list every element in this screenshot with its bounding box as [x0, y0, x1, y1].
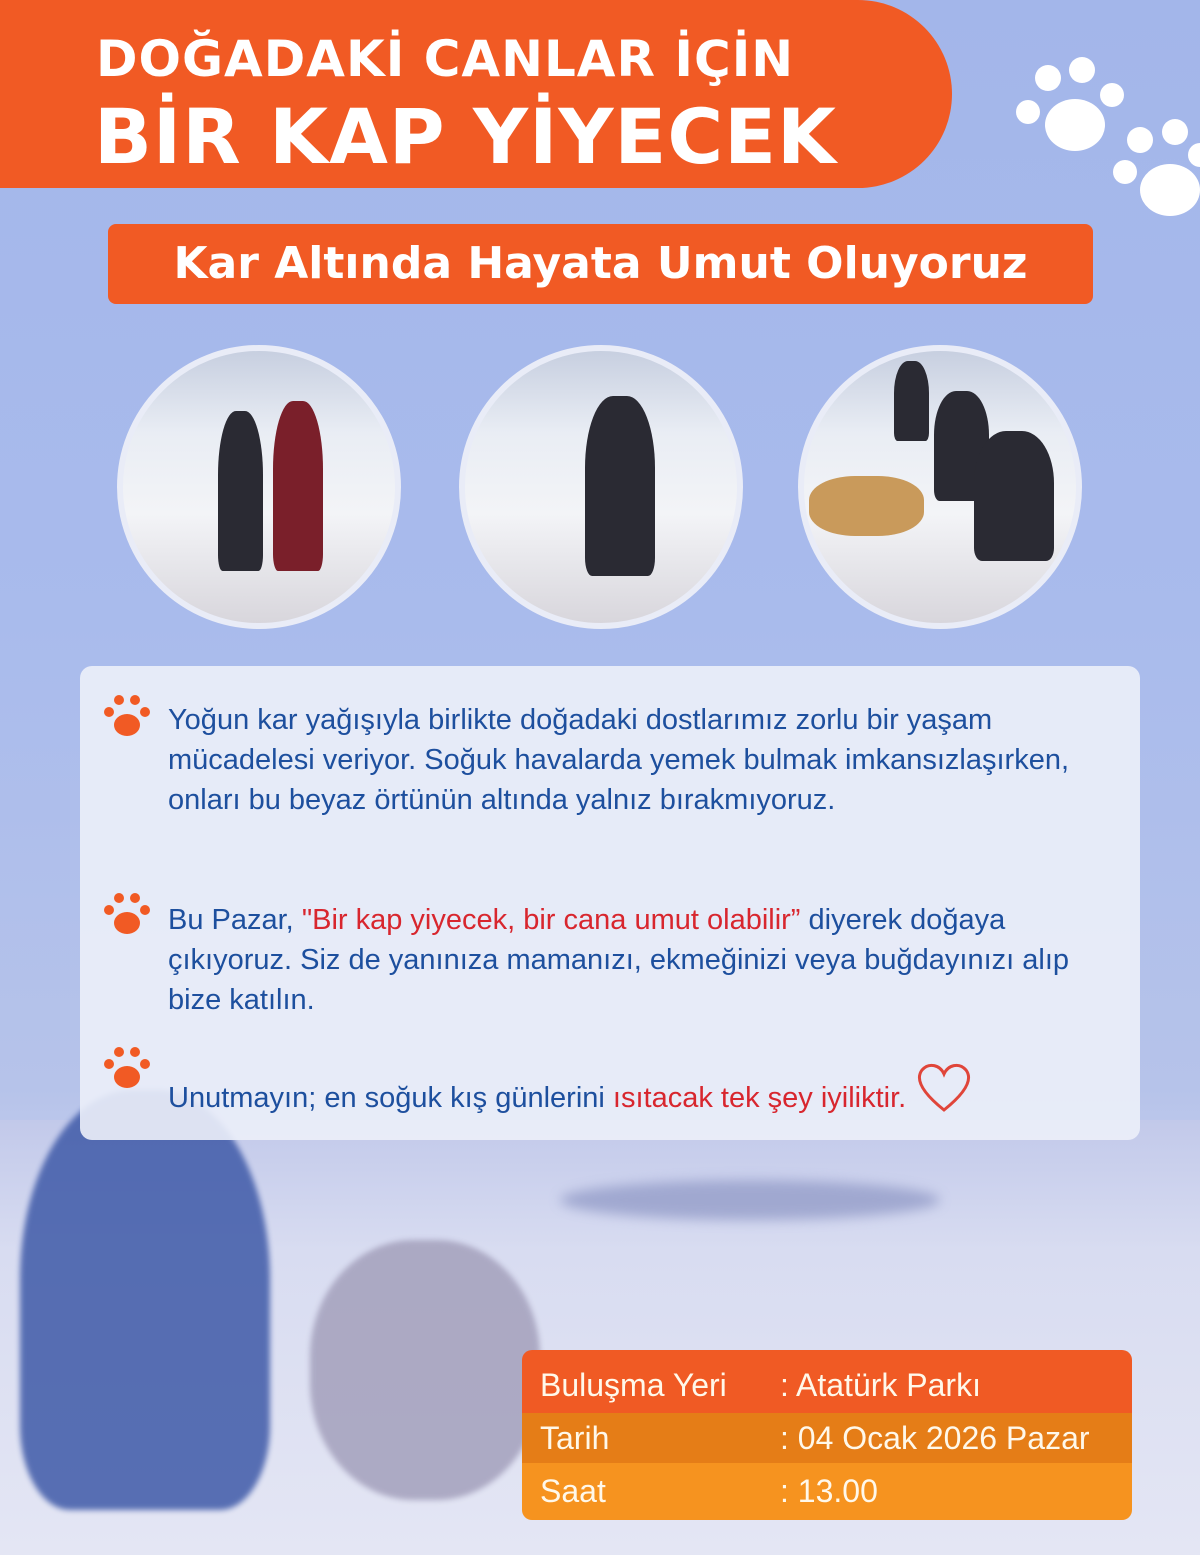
p2-quote: "Bir kap yiyecek, bir cana umut olabilir”: [301, 904, 801, 936]
detail-row-location: [522, 1350, 1132, 1413]
event-details-table: [522, 1350, 1132, 1520]
photo-volunteers-feeding: [117, 345, 401, 629]
paw-prints-icon: [1000, 40, 1200, 230]
photo-group-feeding-dog: [798, 345, 1082, 629]
paw-icon: [102, 692, 152, 740]
paragraph-3: [168, 1060, 1148, 1118]
p3-text: Unutmayın; en soğuk kış günlerini: [168, 1082, 613, 1114]
heart-icon: [914, 1060, 974, 1115]
background-hill: [560, 1180, 940, 1220]
paragraph-1: Yoğun kar yağışıyla birlikte doğadaki dostlarımız zorlu bir yaşam mücadelesi veriyor. Soğuk havalarda yemek bulmak imkansızlaşırken, onları bu beyaz örtünün altında yalnız bırakmıyoruz.: [168, 704, 1070, 816]
paragraph-2: [168, 900, 1108, 1020]
detail-row-date: [522, 1413, 1132, 1463]
title-line-1: DOĞADAKİ CANLAR İÇİN: [96, 30, 795, 88]
title-line-2: BİR KAP YİYECEK: [94, 92, 837, 181]
paw-icon: [102, 1044, 152, 1092]
detail-label: Buluşma Yeri: [540, 1367, 727, 1403]
background-dog: [310, 1240, 540, 1500]
detail-label: Tarih: [540, 1419, 610, 1456]
detail-value: : 04 Ocak 2026 Pazar: [780, 1419, 1090, 1456]
detail-row-time: [522, 1463, 1132, 1520]
subtitle-banner: Kar Altında Hayata Umut Oluyoruz: [108, 224, 1093, 304]
title-banner: [0, 0, 952, 188]
info-panel: [80, 666, 1140, 1140]
detail-label: Saat: [540, 1473, 606, 1509]
p3-highlight: ısıtacak tek şey iyiliktir.: [612, 1082, 907, 1114]
background-person: [20, 1090, 270, 1510]
photo-man-feeding: [459, 345, 743, 629]
p2-text: Bu Pazar,: [168, 904, 302, 936]
detail-value: : Atatürk Parkı: [780, 1367, 981, 1403]
p2-text-end: diyerek doğaya çıkıyoruz. Siz de yanınıza mamanızı, ekmeğinizi veya buğdayınızı alıp bize katılın.: [168, 904, 1070, 1016]
detail-value: : 13.00: [780, 1473, 878, 1509]
paw-icon: [102, 890, 152, 938]
